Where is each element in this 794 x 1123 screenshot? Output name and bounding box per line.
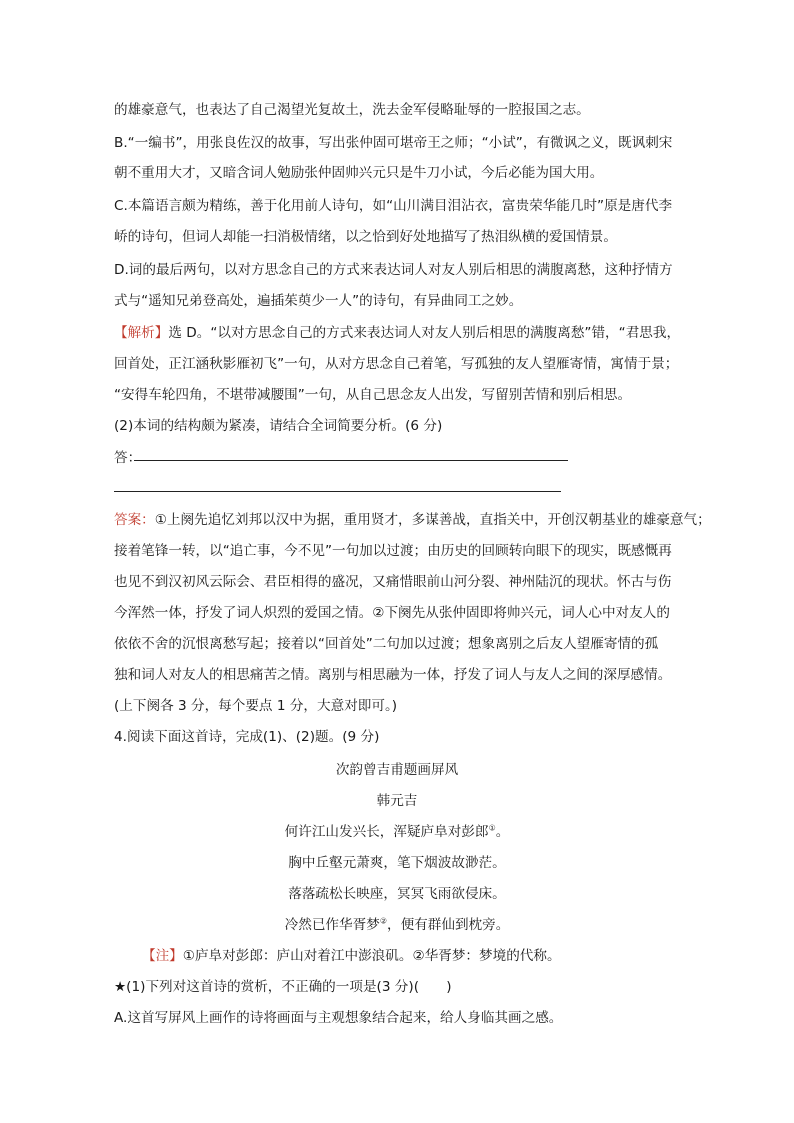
answer-label: 答案： <box>114 512 155 528</box>
text-line: 也见不到汉初风云际会、君臣相得的盛况，又痛惜眼前山河分裂、神州陆沉的现状。怀古与伤 <box>114 574 672 590</box>
poem-title: 次韵曾吉甫题画屏风 <box>335 762 459 778</box>
analysis-line <box>114 323 684 343</box>
question-2-line: (2)本词的结构颇为紧凑，请结合全词简要分析。(6 分) <box>114 418 443 434</box>
option-c-line: C.本篇语言颇为精练，善于化用前人诗句，如“山川满目泪沾衣，富贵荣华能几时”原是唐代李 <box>114 198 673 214</box>
scoring-note: (上下阕各 3 分，每个要点 1 分，大意对即可。) <box>114 698 398 714</box>
poem-line-4: 冷然已作华胥梦②，便有群仙到枕旁。 <box>284 916 510 933</box>
text-line: 的雄豪意气，也表达了自己渴望光复故土，洗去金军侵略耻辱的一腔报国之志。 <box>114 102 590 118</box>
answer-line <box>114 510 711 530</box>
text-line: 峤的诗句，但词人却能一扫消极情绪，以之恰到好处地描写了热泪纵横的爱国情景。 <box>114 229 617 245</box>
text-line: 式与“遥知兄弟登高处，遍插茱萸少一人”的诗句，有异曲同工之妙。 <box>114 293 523 309</box>
footnote-ref: ② <box>379 916 387 926</box>
footnote-ref: ① <box>488 823 496 833</box>
analysis-label: 【解析】 <box>114 325 169 341</box>
note-line <box>142 946 712 966</box>
poem-line-1: 何许江山发兴长，浑疑庐阜对彭郎①。 <box>284 823 510 840</box>
analysis-text: 选 D。“以对方思念自己的方式来表达词人对友人别后相思的满腹离愁”错，“君思我， <box>168 325 681 341</box>
text-line: “安得车轮四角，不堪带减腰围”一句，从自己思念友人出发，写留别苦情和别后相思。 <box>114 387 632 403</box>
question-1-line: ★(1)下列对这首诗的赏析，不正确的一项是(3 分)( ) <box>114 979 452 995</box>
note-label: 【注】 <box>142 948 183 964</box>
answer-text: ①上阕先追忆刘邦以汉中为据，重用贤才，多谋善战，直指关中，开创汉朝基业的雄豪意气； <box>154 512 711 528</box>
text-line: 回首处，正江涵秋影雁初飞”一句，从对方思念自己着笔，写孤独的友人望雁寄情，寓情于景； <box>114 356 679 372</box>
answer-prompt: 答： <box>114 450 142 466</box>
answer-blank-line[interactable] <box>134 460 568 461</box>
option-b-line: B.“一编书”，用张良佐汉的故事，写出张仲固可堪帝王之师；“小试”，有微讽之义，既讽刺宋 <box>114 135 673 151</box>
poem-line-3: 落落疏松长映座，冥冥飞雨欲侵床。 <box>288 886 506 902</box>
question-4-line: 4.阅读下面这首诗，完成(1)、(2)题。(9 分) <box>114 729 380 745</box>
poem-author: 韩元吉 <box>376 793 418 809</box>
text-line: 依依不舍的沉恨离愁写起；接着以“回首处”二句加以过渡；想象离别之后友人望雁寄情的孤 <box>114 636 659 652</box>
text-line: 独和词人对友人的相思痛苦之情。离别与相思融为一体，抒发了词人与友人之间的深厚感情。 <box>114 667 672 683</box>
text-line: 朝不重用大才，又暗含词人勉励张仲固帅兴元只是牛刀小试，今后必能为国大用。 <box>114 165 604 181</box>
text-line: 接着笔锋一转，以“追亡事，今不见”一句加以过渡；由历史的回顾转向眼下的现实，既感慨再 <box>114 543 672 559</box>
note-text: ①庐阜对彭郎：庐山对着江中澎浪矶。②华胥梦：梦境的代称。 <box>182 948 561 964</box>
text-line: 今浑然一体，抒发了词人炽烈的爱国之情。②下阕先从张仲固即将帅兴元，词人心中对友人的 <box>114 605 670 621</box>
poem-line-2: 胸中丘壑元萧爽，笔下烟波故渺茫。 <box>288 855 506 871</box>
option-a-line: A.这首写屏风上画作的诗将画面与主观想象结合起来，给人身临其画之感。 <box>114 1010 563 1026</box>
answer-blank-line[interactable] <box>114 491 561 492</box>
option-d-line: D.词的最后两句，以对方思念自己的方式来表达词人对友人别后相思的满腹离愁，这种抒情方 <box>114 262 673 278</box>
